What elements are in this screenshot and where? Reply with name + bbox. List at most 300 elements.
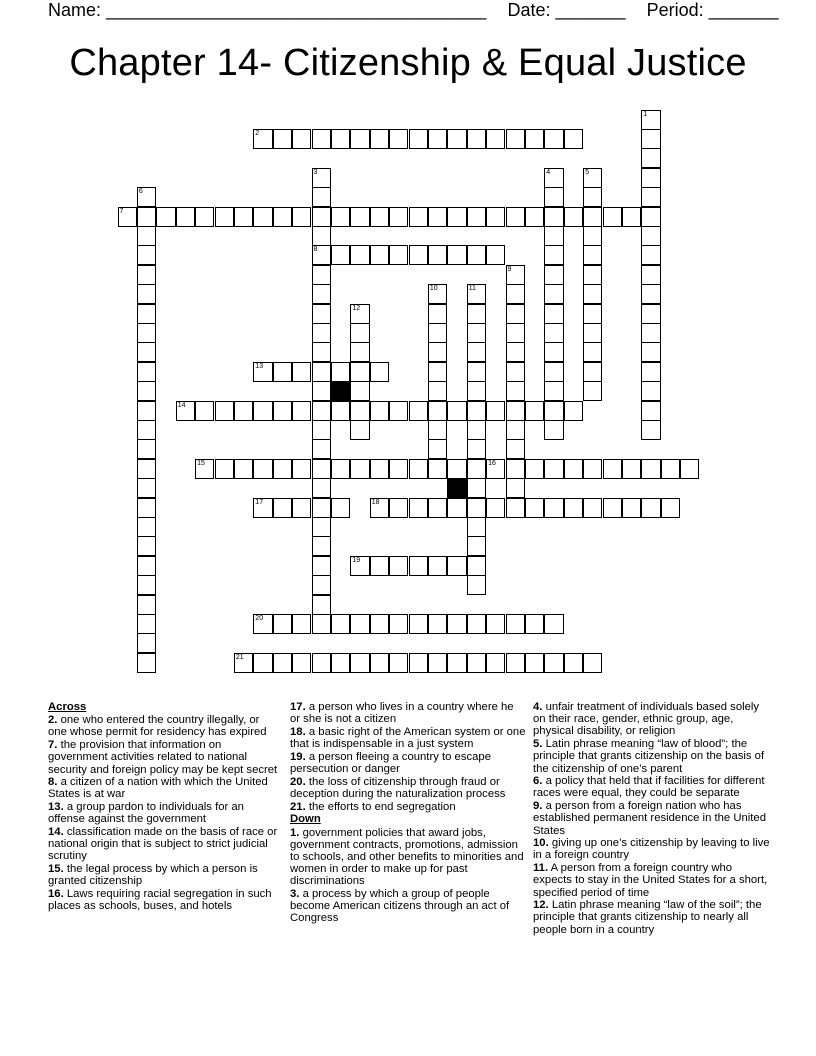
- crossword-cell[interactable]: [544, 207, 563, 227]
- crossword-cell[interactable]: [350, 459, 369, 479]
- crossword-cell[interactable]: [137, 284, 156, 304]
- cell-number: 6: [138, 188, 143, 196]
- crossword-cell[interactable]: [409, 614, 428, 634]
- crossword-cell[interactable]: [603, 498, 622, 518]
- crossword-cell[interactable]: [544, 226, 563, 246]
- crossword-cell[interactable]: [253, 129, 272, 149]
- crossword-cell[interactable]: [564, 498, 583, 518]
- crossword-cell[interactable]: [641, 187, 660, 207]
- crossword-cell[interactable]: [331, 362, 350, 382]
- crossword-cell[interactable]: [389, 129, 408, 149]
- crossword-cell[interactable]: [312, 401, 331, 421]
- crossword-cell[interactable]: [641, 304, 660, 324]
- crossword-cell[interactable]: [273, 498, 292, 518]
- crossword-cell[interactable]: [292, 653, 311, 673]
- crossword-cell[interactable]: [273, 362, 292, 382]
- crossword-cell[interactable]: [137, 401, 156, 421]
- crossword-cell[interactable]: [467, 245, 486, 265]
- crossword-cell[interactable]: [215, 401, 234, 421]
- crossword-cell[interactable]: [506, 129, 525, 149]
- crossword-cell[interactable]: [253, 653, 272, 673]
- crossword-cell[interactable]: [544, 304, 563, 324]
- crossword-cell[interactable]: [253, 207, 272, 227]
- crossword-cell[interactable]: [467, 536, 486, 556]
- crossword-cell[interactable]: [447, 498, 466, 518]
- crossword-cell[interactable]: [312, 168, 331, 188]
- crossword-cell[interactable]: [389, 401, 408, 421]
- crossword-cell[interactable]: [544, 284, 563, 304]
- crossword-cell[interactable]: [350, 323, 369, 343]
- crossword-cell[interactable]: [234, 207, 253, 227]
- crossword-cell[interactable]: [486, 129, 505, 149]
- crossword-cell[interactable]: [312, 304, 331, 324]
- crossword-cell[interactable]: [428, 653, 447, 673]
- crossword-cell[interactable]: [312, 284, 331, 304]
- crossword-cell[interactable]: [544, 498, 563, 518]
- crossword-cell[interactable]: [525, 459, 544, 479]
- crossword-cell[interactable]: [312, 439, 331, 459]
- crossword-cell[interactable]: [506, 381, 525, 401]
- crossword-cell[interactable]: [389, 614, 408, 634]
- crossword-cell[interactable]: [312, 478, 331, 498]
- crossword-cell[interactable]: [409, 207, 428, 227]
- crossword-cell[interactable]: [486, 498, 505, 518]
- crossword-cell[interactable]: [583, 245, 602, 265]
- crossword-cell[interactable]: [350, 556, 369, 576]
- crossword-cell[interactable]: [641, 342, 660, 362]
- crossword-cell[interactable]: [292, 129, 311, 149]
- crossword-cell[interactable]: [331, 401, 350, 421]
- crossword-cell[interactable]: [389, 245, 408, 265]
- crossword-cell[interactable]: [641, 129, 660, 149]
- crossword-cell[interactable]: [273, 653, 292, 673]
- clue-number: 19.: [290, 750, 306, 763]
- crossword-cell[interactable]: [370, 498, 389, 518]
- crossword-cell[interactable]: [447, 401, 466, 421]
- crossword-cell[interactable]: [273, 459, 292, 479]
- crossword-cell[interactable]: [428, 459, 447, 479]
- crossword-cell[interactable]: [641, 381, 660, 401]
- crossword-cell[interactable]: [544, 614, 563, 634]
- crossword-cell[interactable]: [506, 459, 525, 479]
- crossword-cell[interactable]: [370, 401, 389, 421]
- crossword-cell[interactable]: [486, 614, 505, 634]
- crossword-cell[interactable]: [467, 556, 486, 576]
- crossword-cell[interactable]: [253, 498, 272, 518]
- crossword-cell[interactable]: [661, 459, 680, 479]
- crossword-cell[interactable]: [215, 207, 234, 227]
- crossword-cell[interactable]: [370, 207, 389, 227]
- crossword-cell[interactable]: [583, 381, 602, 401]
- crossword-cell[interactable]: [486, 653, 505, 673]
- crossword-cell[interactable]: [428, 207, 447, 227]
- crossword-cell[interactable]: [370, 653, 389, 673]
- crossword-cell[interactable]: [137, 556, 156, 576]
- crossword-cell[interactable]: [486, 459, 505, 479]
- crossword-cell[interactable]: [467, 575, 486, 595]
- crossword-cell[interactable]: [506, 265, 525, 285]
- crossword-cell[interactable]: [428, 556, 447, 576]
- crossword-cell[interactable]: [312, 245, 331, 265]
- crossword-cell[interactable]: [467, 653, 486, 673]
- crossword-cell[interactable]: [350, 245, 369, 265]
- crossword-cell[interactable]: [350, 653, 369, 673]
- crossword-cell[interactable]: [661, 498, 680, 518]
- crossword-cell[interactable]: [137, 187, 156, 207]
- crossword-cell[interactable]: [312, 342, 331, 362]
- crossword-cell[interactable]: [525, 614, 544, 634]
- crossword-cell[interactable]: [467, 323, 486, 343]
- cell-number: 12: [352, 304, 361, 312]
- crossword-cell[interactable]: [137, 595, 156, 615]
- crossword-cell[interactable]: [409, 459, 428, 479]
- crossword-cell[interactable]: [622, 459, 641, 479]
- crossword-cell[interactable]: [350, 381, 369, 401]
- crossword-cell[interactable]: [409, 498, 428, 518]
- crossword-cell[interactable]: [253, 614, 272, 634]
- crossword-cell[interactable]: [312, 517, 331, 537]
- crossword-cell[interactable]: [312, 129, 331, 149]
- crossword-cell[interactable]: [641, 226, 660, 246]
- crossword-cell[interactable]: [467, 420, 486, 440]
- crossword-cell[interactable]: [622, 207, 641, 227]
- crossword-cell[interactable]: [137, 362, 156, 382]
- crossword-cell[interactable]: [195, 401, 214, 421]
- crossword-cell[interactable]: [118, 207, 137, 227]
- crossword-cell[interactable]: [312, 614, 331, 634]
- crossword-cell[interactable]: [447, 459, 466, 479]
- crossword-cell[interactable]: [467, 342, 486, 362]
- crossword-cell[interactable]: [389, 556, 408, 576]
- crossword-cell[interactable]: [506, 498, 525, 518]
- crossword-cell[interactable]: [292, 207, 311, 227]
- crossword-cell[interactable]: [234, 459, 253, 479]
- crossword-cell[interactable]: [544, 401, 563, 421]
- crossword-cell[interactable]: [506, 653, 525, 673]
- crossword-cell[interactable]: [544, 342, 563, 362]
- clue-text: classification made on the basis of race or national origin that is subject to strict judicial scrutiny: [48, 826, 278, 863]
- crossword-cell[interactable]: [544, 381, 563, 401]
- cell-number: 1: [643, 110, 648, 118]
- crossword-cell[interactable]: [467, 207, 486, 227]
- crossword-cell[interactable]: [641, 207, 660, 227]
- crossword-cell[interactable]: [564, 653, 583, 673]
- crossword-cell[interactable]: [583, 653, 602, 673]
- crossword-cell[interactable]: [447, 556, 466, 576]
- crossword-cell[interactable]: [292, 401, 311, 421]
- crossword-cell[interactable]: [312, 207, 331, 227]
- crossword-cell[interactable]: [544, 168, 563, 188]
- crossword-cell[interactable]: [603, 459, 622, 479]
- cell-number: 8: [313, 246, 318, 254]
- crossword-cell[interactable]: [409, 653, 428, 673]
- crossword-cell[interactable]: [370, 556, 389, 576]
- crossword-cell[interactable]: [544, 459, 563, 479]
- crossword-cell[interactable]: [370, 614, 389, 634]
- crossword-cell[interactable]: [137, 439, 156, 459]
- crossword-cell[interactable]: [544, 420, 563, 440]
- crossword-cell[interactable]: [409, 556, 428, 576]
- crossword-cell[interactable]: [389, 653, 408, 673]
- crossword-cell[interactable]: [506, 614, 525, 634]
- crossword-cell[interactable]: [467, 498, 486, 518]
- crossword-cell[interactable]: [564, 129, 583, 149]
- name-field[interactable]: Name: ______________________________________: [48, 0, 487, 20]
- crossword-cell[interactable]: [467, 362, 486, 382]
- crossword-cell[interactable]: [312, 187, 331, 207]
- crossword-cell[interactable]: [331, 207, 350, 227]
- crossword-cell[interactable]: [525, 401, 544, 421]
- crossword-cell[interactable]: [137, 478, 156, 498]
- crossword-cell[interactable]: [467, 129, 486, 149]
- crossword-cell[interactable]: [467, 517, 486, 537]
- crossword-cell[interactable]: [137, 226, 156, 246]
- crossword-cell[interactable]: [331, 653, 350, 673]
- crossword-cell[interactable]: [583, 498, 602, 518]
- crossword-cell[interactable]: [350, 207, 369, 227]
- crossword-cell[interactable]: [603, 207, 622, 227]
- crossword-cell[interactable]: [428, 342, 447, 362]
- crossword-cell[interactable]: [641, 362, 660, 382]
- crossword-cell[interactable]: [292, 459, 311, 479]
- crossword-cell[interactable]: [350, 401, 369, 421]
- crossword-cell[interactable]: [312, 362, 331, 382]
- crossword-cell[interactable]: [312, 226, 331, 246]
- crossword-cell[interactable]: [506, 342, 525, 362]
- cell-number: 3: [313, 168, 318, 176]
- crossword-cell[interactable]: [350, 129, 369, 149]
- crossword-cell[interactable]: [137, 633, 156, 653]
- crossword-cell[interactable]: [506, 401, 525, 421]
- crossword-cell[interactable]: [583, 207, 602, 227]
- crossword-cell[interactable]: [312, 420, 331, 440]
- crossword-cell[interactable]: [583, 342, 602, 362]
- crossword-cell[interactable]: [137, 536, 156, 556]
- crossword-cell[interactable]: [641, 420, 660, 440]
- crossword-cell[interactable]: [467, 478, 486, 498]
- crossword-cell[interactable]: [467, 284, 486, 304]
- date-field[interactable]: Date: _______: [507, 0, 626, 20]
- crossword-cell[interactable]: [506, 207, 525, 227]
- crossword-cell[interactable]: [370, 459, 389, 479]
- crossword-cell[interactable]: [622, 498, 641, 518]
- crossword-cell[interactable]: [564, 459, 583, 479]
- crossword-cell[interactable]: [525, 207, 544, 227]
- crossword-cell[interactable]: [583, 362, 602, 382]
- crossword-cell[interactable]: [176, 401, 195, 421]
- crossword-cell[interactable]: [467, 614, 486, 634]
- crossword-cell[interactable]: [137, 614, 156, 634]
- crossword-cell[interactable]: [350, 614, 369, 634]
- crossword-cell[interactable]: [370, 245, 389, 265]
- crossword-cell[interactable]: [428, 401, 447, 421]
- crossword-cell[interactable]: [428, 245, 447, 265]
- crossword-cell[interactable]: [428, 129, 447, 149]
- crossword-cell[interactable]: [583, 226, 602, 246]
- crossword-cell[interactable]: [312, 498, 331, 518]
- crossword-cell[interactable]: [544, 362, 563, 382]
- crossword-cell[interactable]: [544, 187, 563, 207]
- crossword-cell[interactable]: [544, 245, 563, 265]
- crossword-cell[interactable]: [350, 342, 369, 362]
- crossword-cell[interactable]: [331, 614, 350, 634]
- crossword-cell[interactable]: [234, 401, 253, 421]
- crossword-cell[interactable]: [641, 459, 660, 479]
- crossword-cell[interactable]: [292, 498, 311, 518]
- crossword-cell[interactable]: [544, 323, 563, 343]
- crossword-cell[interactable]: [215, 459, 234, 479]
- crossword-cell[interactable]: [544, 653, 563, 673]
- crossword-cell[interactable]: [506, 284, 525, 304]
- crossword-cell[interactable]: [156, 207, 175, 227]
- crossword-cell[interactable]: [137, 342, 156, 362]
- crossword-cell[interactable]: [428, 439, 447, 459]
- crossword-cell[interactable]: [564, 207, 583, 227]
- crossword-cell[interactable]: [583, 168, 602, 188]
- crossword-cell[interactable]: [583, 187, 602, 207]
- crossword-cell[interactable]: [350, 420, 369, 440]
- crossword-cell[interactable]: [525, 498, 544, 518]
- crossword-cell[interactable]: [137, 245, 156, 265]
- crossword-cell[interactable]: [641, 110, 660, 130]
- crossword-cell[interactable]: [486, 401, 505, 421]
- crossword-cell[interactable]: [273, 207, 292, 227]
- crossword-cell[interactable]: [234, 653, 253, 673]
- crossword-cell[interactable]: [506, 323, 525, 343]
- crossword-cell[interactable]: [389, 459, 408, 479]
- crossword-cell[interactable]: [389, 207, 408, 227]
- crossword-cell[interactable]: [467, 401, 486, 421]
- crossword-cell[interactable]: [312, 653, 331, 673]
- crossword-cell[interactable]: [370, 129, 389, 149]
- crossword-cell[interactable]: [350, 362, 369, 382]
- crossword-cell[interactable]: [583, 304, 602, 324]
- crossword-cell[interactable]: [195, 207, 214, 227]
- crossword-cell[interactable]: [137, 459, 156, 479]
- crossword-cell[interactable]: [137, 323, 156, 343]
- crossword-cell[interactable]: [370, 362, 389, 382]
- crossword-cell[interactable]: [467, 439, 486, 459]
- crossword-cell[interactable]: [409, 401, 428, 421]
- crossword-cell[interactable]: [428, 362, 447, 382]
- crossword-cell[interactable]: [409, 245, 428, 265]
- crossword-cell[interactable]: [137, 265, 156, 285]
- crossword-cell[interactable]: [176, 207, 195, 227]
- crossword-cell[interactable]: [506, 304, 525, 324]
- crossword-cell[interactable]: [506, 420, 525, 440]
- crossword-cell[interactable]: [680, 459, 699, 479]
- crossword-cell[interactable]: [428, 284, 447, 304]
- crossword-cell[interactable]: [292, 362, 311, 382]
- crossword-cell[interactable]: [312, 323, 331, 343]
- crossword-cell[interactable]: [273, 129, 292, 149]
- crossword-cell[interactable]: [467, 459, 486, 479]
- crossword-cell[interactable]: [641, 245, 660, 265]
- crossword-cell[interactable]: [253, 459, 272, 479]
- crossword-cell[interactable]: [350, 304, 369, 324]
- crossword-cell[interactable]: [292, 614, 311, 634]
- crossword-cell[interactable]: [273, 401, 292, 421]
- crossword-cell[interactable]: [641, 401, 660, 421]
- crossword-cell[interactable]: [428, 614, 447, 634]
- crossword-cell[interactable]: [467, 304, 486, 324]
- crossword-cell[interactable]: [583, 459, 602, 479]
- crossword-cell[interactable]: [389, 498, 408, 518]
- period-field[interactable]: Period: _______: [646, 0, 779, 20]
- crossword-cell[interactable]: [447, 653, 466, 673]
- crossword-cell[interactable]: [583, 323, 602, 343]
- crossword-cell[interactable]: [137, 207, 156, 227]
- crossword-cell[interactable]: [447, 207, 466, 227]
- crossword-cell[interactable]: [428, 304, 447, 324]
- crossword-cell[interactable]: [641, 265, 660, 285]
- crossword-cell[interactable]: [137, 498, 156, 518]
- crossword-cell[interactable]: [428, 381, 447, 401]
- crossword-cell[interactable]: [447, 245, 466, 265]
- crossword-cell[interactable]: [564, 401, 583, 421]
- crossword-cell[interactable]: [273, 614, 292, 634]
- crossword-cell[interactable]: [525, 653, 544, 673]
- crossword-cell[interactable]: [312, 595, 331, 615]
- crossword-cell[interactable]: [486, 245, 505, 265]
- crossword-cell[interactable]: [312, 536, 331, 556]
- crossword-cell[interactable]: [641, 284, 660, 304]
- crossword-cell[interactable]: [506, 362, 525, 382]
- crossword-cell[interactable]: [428, 498, 447, 518]
- crossword-cell[interactable]: [525, 129, 544, 149]
- crossword-cell[interactable]: [447, 614, 466, 634]
- crossword-cell[interactable]: [331, 498, 350, 518]
- crossword-cell[interactable]: [195, 459, 214, 479]
- crossword-cell[interactable]: [331, 245, 350, 265]
- crossword-cell[interactable]: [641, 168, 660, 188]
- crossword-cell[interactable]: [641, 148, 660, 168]
- crossword-cell[interactable]: [447, 129, 466, 149]
- crossword-cell[interactable]: [467, 381, 486, 401]
- crossword-cell[interactable]: [641, 498, 660, 518]
- crossword-cell[interactable]: [137, 575, 156, 595]
- crossword-cell[interactable]: [137, 653, 156, 673]
- clue-number: 1.: [290, 826, 300, 839]
- cell-number: 15: [197, 459, 205, 467]
- crossword-cell[interactable]: [428, 420, 447, 440]
- clue-text: the legal process by which a person is granted citizenship: [48, 863, 258, 888]
- crossword-cell[interactable]: [409, 129, 428, 149]
- crossword-cell[interactable]: [137, 420, 156, 440]
- crossword-cell[interactable]: [312, 575, 331, 595]
- crossword-cell[interactable]: [428, 323, 447, 343]
- crossword-cell[interactable]: [312, 556, 331, 576]
- crossword-cell[interactable]: [583, 265, 602, 285]
- crossword-cell[interactable]: [506, 439, 525, 459]
- crossword-cell[interactable]: [253, 362, 272, 382]
- crossword-cell[interactable]: [641, 323, 660, 343]
- crossword-cell[interactable]: [312, 265, 331, 285]
- crossword-cell[interactable]: [506, 478, 525, 498]
- crossword-cell[interactable]: [486, 207, 505, 227]
- crossword-cell[interactable]: [312, 459, 331, 479]
- crossword-cell[interactable]: [544, 129, 563, 149]
- crossword-cell[interactable]: [137, 381, 156, 401]
- crossword-cell[interactable]: [137, 517, 156, 537]
- crossword-cell[interactable]: [312, 381, 331, 401]
- crossword-cell[interactable]: [253, 401, 272, 421]
- crossword-cell[interactable]: [331, 129, 350, 149]
- crossword-cell[interactable]: [544, 265, 563, 285]
- crossword-cell[interactable]: [583, 284, 602, 304]
- crossword-cell[interactable]: [331, 459, 350, 479]
- crossword-cell[interactable]: [137, 304, 156, 324]
